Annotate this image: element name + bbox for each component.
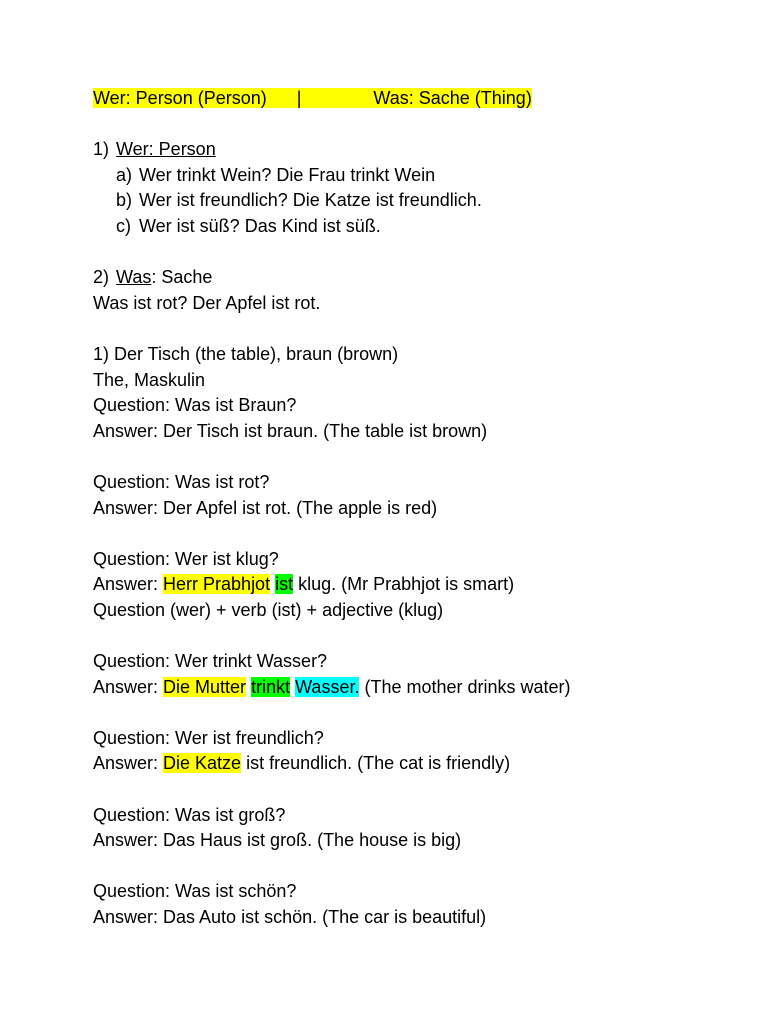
block5-question: Question: Wer ist freundlich? (93, 727, 324, 748)
spacer (93, 623, 733, 649)
spacer (93, 700, 733, 726)
block4-question: Question: Wer trinkt Wasser? (93, 651, 328, 672)
block2-answer: Answer: Der Apfel ist rot. (The apple is red) (93, 497, 438, 518)
highlighted-object: Wasser. (295, 676, 360, 697)
block6-question: Question: Was ist groß? (93, 804, 286, 825)
item-marker: b) (116, 190, 133, 211)
section2-title-underlined: Was (116, 267, 152, 288)
item-marker: c) (116, 215, 131, 236)
section1-title: Wer: Person (116, 139, 216, 160)
block1-answer: Answer: Der Tisch ist braun. (The table ist brown) (93, 420, 488, 441)
block5-answer (93, 751, 733, 777)
header-left: Wer: Person (Person) (93, 88, 267, 108)
section1-item-b (93, 188, 733, 214)
spacer (93, 444, 733, 470)
spacer (93, 777, 733, 803)
highlighted-subject: Herr Prabhjot (163, 574, 271, 595)
highlighted-subject: Die Katze (163, 753, 242, 774)
highlighted-verb: trinkt (251, 676, 291, 697)
block4-answer (93, 675, 733, 701)
answer-prefix: Answer: (93, 574, 164, 595)
section2-example: Was ist rot? Der Apfel ist rot. (93, 292, 321, 313)
answer-rest: ist freundlich. (The cat is friendly) (241, 753, 511, 774)
block1-line1: 1) Der Tisch (the table), braun (brown) (93, 343, 399, 364)
section1-item-a (93, 163, 733, 189)
header-line (93, 86, 733, 112)
item-text: Wer trinkt Wein? Die Frau trinkt Wein (139, 164, 436, 185)
item-text: Wer ist freundlich? Die Katze ist freundlich. (139, 190, 482, 211)
block1-line2: The, Maskulin (93, 369, 206, 390)
header-right: Was: Sache (Thing) (373, 88, 532, 108)
spacer (93, 112, 733, 138)
block1-question: Question: Was ist Braun? (93, 395, 297, 416)
answer-prefix: Answer: (93, 676, 164, 697)
block6-answer: Answer: Das Haus ist groß. (The house is big) (93, 830, 462, 851)
section2-number: 2) (93, 267, 110, 288)
spacer (93, 316, 733, 342)
answer-rest: (The mother drinks water) (359, 676, 571, 697)
section2-title-rest: : Sache (151, 267, 213, 288)
block3-formula: Question (wer) + verb (ist) + adjective (klug) (93, 599, 444, 620)
spacer (93, 240, 733, 266)
spacer (93, 854, 733, 880)
header-separator: | (296, 88, 302, 108)
answer-rest: klug. (Mr Prabhjot is smart) (293, 574, 515, 595)
item-marker: a) (116, 164, 133, 185)
section1-number: 1) (93, 139, 110, 160)
block7-question: Question: Was ist schön? (93, 881, 297, 902)
block7-answer: Answer: Das Auto ist schön. (The car is beautiful) (93, 907, 487, 927)
block3-question: Question: Wer ist klug? (93, 548, 279, 569)
section1-item-c (93, 214, 733, 240)
spacer (93, 521, 733, 547)
document-body (93, 86, 733, 931)
block3-answer (93, 572, 733, 598)
highlighted-subject: Die Mutter (163, 676, 247, 697)
block2-question: Question: Was ist rot? (93, 471, 270, 492)
header-highlight (93, 88, 532, 108)
item-text: Wer ist süß? Das Kind ist süß. (139, 215, 381, 236)
highlighted-verb: ist (275, 574, 294, 595)
answer-prefix: Answer: (93, 753, 164, 774)
section1-title-line (93, 137, 733, 163)
section2-title-line (93, 265, 733, 291)
